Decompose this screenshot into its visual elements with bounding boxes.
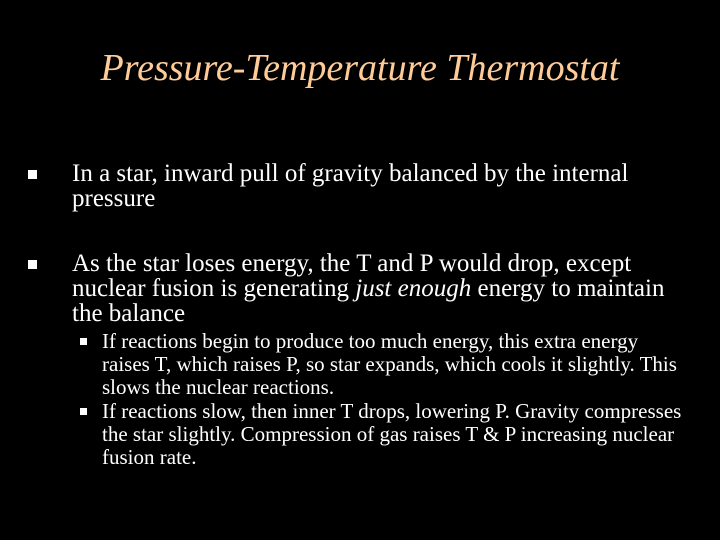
bullet-text: In a star, inward pull of gravity balanced by the internal pressure [72,160,629,212]
bullet-emphasis: just enough [355,275,472,302]
bullet-item-2 [72,251,692,326]
slide-title: Pressure-Temperature Thermostat [100,47,620,89]
sub-bullet-text: If reactions begin to produce too much energy, this extra energy raises T, which raises P, so star expands, which cools it slightly. This slows the nuclear reactions. [102,329,677,399]
square-bullet-icon [80,408,87,415]
square-bullet-icon [28,170,37,179]
square-bullet-icon [80,338,87,345]
sub-bullet-item-1 [102,330,682,399]
sub-bullet-item-2 [102,400,682,469]
bullet-item-1 [72,161,692,211]
bullet-text-before: As the star loses energy, the T and P would drop, except nuclear fusion is generating [72,250,632,302]
bullet-text-after: energy to maintain the balance [72,275,665,327]
sub-bullet-text: If reactions slow, then inner T drops, lowering P. Gravity compresses the star slightly. Compression of gas raises T & P increasing nuclear fusion rate. [102,399,682,469]
square-bullet-icon [28,260,37,269]
